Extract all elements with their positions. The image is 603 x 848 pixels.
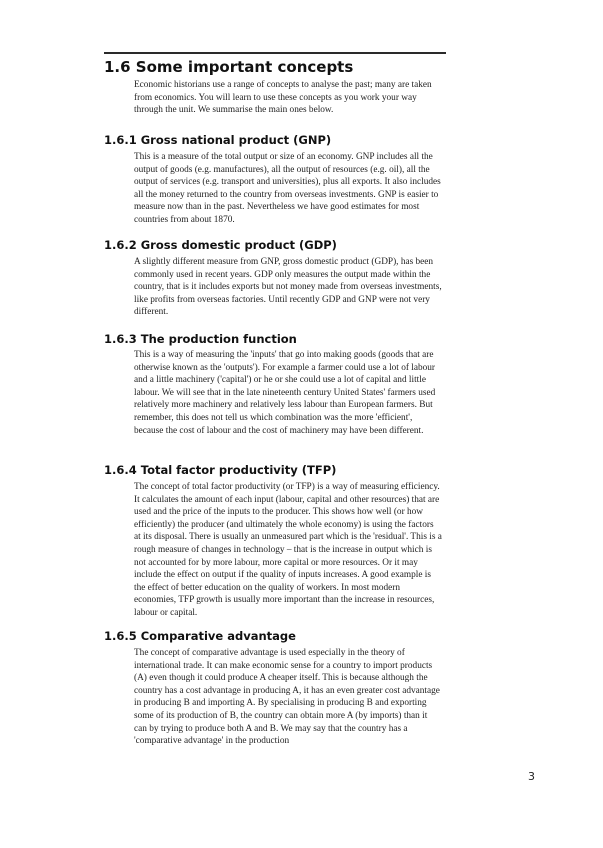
section-title-gdp: 1.6.2 Gross domestic product (GDP)	[104, 238, 337, 252]
section-text-tfp: The concept of total factor productivity (or TFP) is a way of measuring efficiency. It calculates the amount of each input (labour, capital and other resources) that are used and the price of the inputs to the producer. This shows how well (or how efficiently) the producer (and ultimately the whole economy) is using the factors at its disposal. There is usually an unmeasured part which is the 'residual'. This is a rough measure of changes in technology – that is the increase in output which is not accounted for by more labour, more capital or more resources. Or it may include the effect on output if the quality of inputs increases. A good example is the effect of better education on the quality of workers. In most modern economies, TFP growth is usually more important than the increase in resources, labour or capital.	[134, 482, 442, 618]
section-title-production-function: 1.6.3 The production function	[104, 332, 297, 346]
section-title-gnp: 1.6.1 Gross national product (GNP)	[104, 133, 332, 147]
section-text-comparative-advantage: The concept of comparative advantage is used especially in the theory of international trade. It can make economic sense for a country to import products (A) even though it could produce A cheaper itself. This is because although the country has a cost advantage in producing A, it has an even greater cost advantage in producing B and importing A. By specialising in producing B and exporting some of its production of B, the country can obtain more A (by imports) than it can by trying to produce both A and B. We may say that the country has a 'comparative advantage' in the production	[134, 648, 440, 747]
chapter-title: 1.6 Some important concepts	[104, 58, 354, 76]
chapter-intro: Economic historians use a range of concepts to analyse the past; many are taken from economics. You will learn to use these concepts as you work your way through the unit. We summarise the main ones below.	[134, 80, 432, 116]
page-number: 3	[528, 770, 535, 783]
section-text-gnp: This is a measure of the total output or size of an economy. GNP includes all the output of goods (e.g. manufactures), all the output of resources (e.g. oil), all the output of services (e.g. transport and universities), plus all exports. It also includes all the money returned to the country from overseas investments. GNP is easier to measure now than in the past. Nevertheless we have good estimates for most countries from about 1870.	[134, 152, 441, 225]
section-text-production-function: This is a way of measuring the 'inputs' that go into making goods (goods that are otherwise known as the 'outputs'). For example a farmer could use a lot of labour and a little machinery ('capital') or he or she could use a lot of capital and little labour. We will see that in the late nineteenth century United States' farmers used relatively more machinery and relatively less labour than European farmers. But remember, this does not tell us which combination was the more 'efficient', because the cost of labour and the cost of machinery may have been different.	[134, 350, 436, 436]
section-title-tfp: 1.6.4 Total factor productivity (TFP)	[104, 463, 337, 477]
top-rule	[104, 52, 446, 54]
section-text-gdp: A slightly different measure from GNP, gross domestic product (GDP), has been commonly used in recent years. GDP only measures the output made within the country, that is it includes exports but not money made from overseas investments, like profits from overseas factories. Until recently GDP and GNP were not very different.	[134, 257, 442, 318]
section-title-comparative-advantage: 1.6.5 Comparative advantage	[104, 629, 296, 643]
